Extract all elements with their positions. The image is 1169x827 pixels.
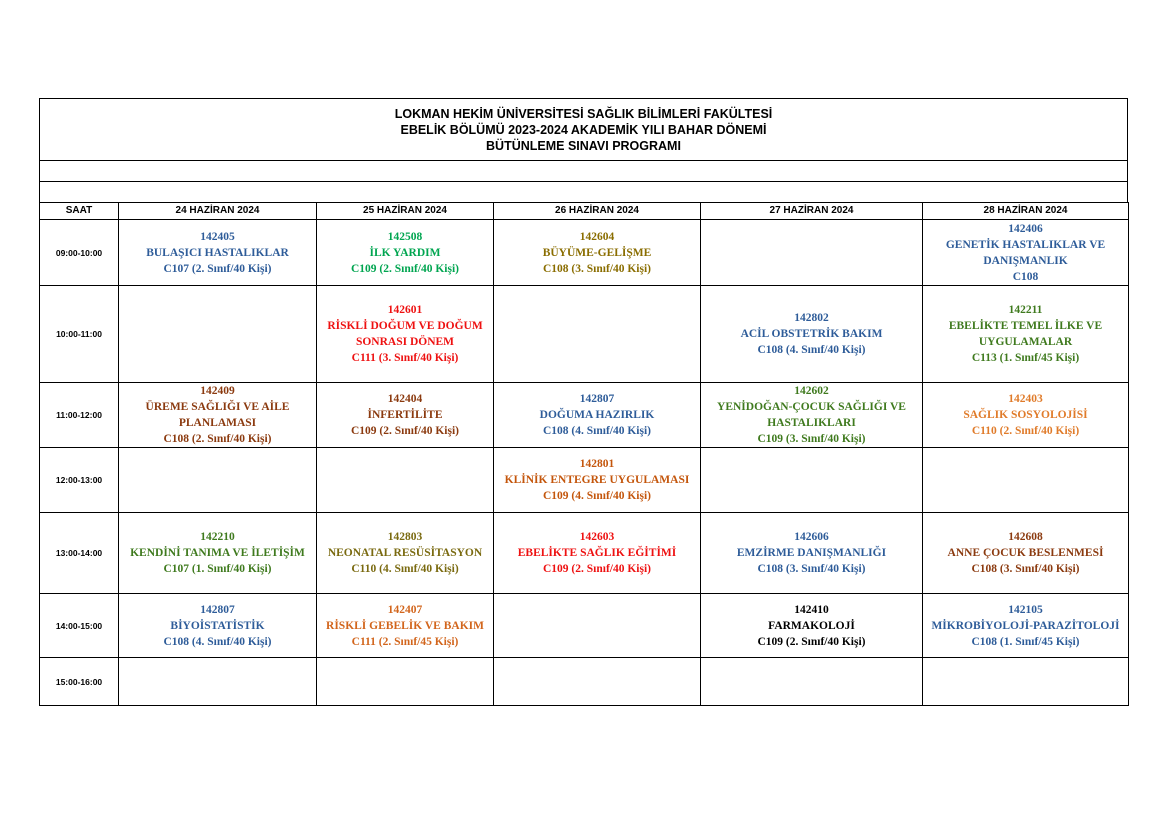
- course-room: C110 (4. Sınıf/40 Kişi): [351, 563, 459, 575]
- exam-cell: [923, 383, 1129, 448]
- exam-cell: [317, 513, 494, 594]
- exam-cell: [923, 286, 1129, 383]
- empty-cell: [494, 286, 701, 383]
- time-slot: 11:00-12:00: [40, 383, 119, 448]
- empty-cell: [317, 658, 494, 706]
- empty-cell: [494, 594, 701, 658]
- exam-cell: [119, 594, 317, 658]
- empty-cell: [494, 658, 701, 706]
- course-room: C108 (3. Sınıf/40 Kişi): [543, 262, 651, 275]
- course-room: C109 (3. Sınıf/40 Kişi): [757, 433, 866, 445]
- course-name: KENDİNİ TANIMA VE İLETİŞİM: [130, 547, 305, 559]
- table-row: [40, 383, 1129, 448]
- university-title: LOKMAN HEKİM ÜNİVERSİTESİ SAĞLIK BİLİMLERİ FAKÜLTESİ: [394, 107, 773, 121]
- table-row: [40, 594, 1129, 658]
- course-room: C108: [1012, 270, 1039, 283]
- column-header-day: 25 HAZİRAN 2024: [317, 203, 494, 220]
- course-name: BÜYÜME-GELİŞME: [542, 246, 652, 259]
- empty-cell: [317, 448, 494, 513]
- column-header-day: 24 HAZİRAN 2024: [119, 203, 317, 220]
- course-name: FARMAKOLOJİ: [768, 619, 855, 632]
- table-row: [40, 448, 1129, 513]
- course-name: NEONATAL RESÜSİTASYON: [327, 547, 483, 559]
- course-code: 142406: [1008, 222, 1043, 235]
- course-name: RİSKLİ DOĞUM VE DOĞUM SONRASI DÖNEM: [327, 320, 483, 348]
- exam-cell: [317, 383, 494, 448]
- course-code: 142807: [200, 603, 235, 616]
- empty-cell: [119, 448, 317, 513]
- course-name: GENETİK HASTALIKLAR VE DANIŞMANLIK: [945, 238, 1106, 267]
- course-name: SAĞLIK SOSYOLOJİSİ: [963, 409, 1088, 421]
- course-code: 142802: [794, 312, 829, 324]
- course-code: 142608: [1008, 531, 1043, 543]
- course-code: 142405: [200, 230, 235, 243]
- exam-cell: [923, 220, 1129, 286]
- exam-cell: [494, 513, 701, 594]
- exam-cell: [317, 220, 494, 286]
- empty-cell: [701, 448, 923, 513]
- course-code: 142803: [387, 531, 423, 543]
- course-room: C108 (2. Sınıf/40 Kişi): [163, 433, 272, 445]
- exam-cell: [317, 594, 494, 658]
- course-code: 142410: [794, 603, 829, 616]
- empty-cell: [923, 448, 1129, 513]
- column-header-day: 28 HAZİRAN 2024: [923, 203, 1129, 220]
- course-room: C107 (1. Sınıf/40 Kişi): [163, 563, 272, 575]
- course-name: BİYOİSTATİSTİK: [170, 619, 265, 632]
- course-room: C109 (2. Sınıf/40 Kişi): [351, 262, 459, 275]
- exam-cell: [701, 383, 923, 448]
- course-room: C111 (2. Sınıf/45 Kişi): [351, 635, 459, 648]
- course-room: C108 (4. Sınıf/40 Kişi): [163, 635, 272, 648]
- course-room: C109 (2. Sınıf/40 Kişi): [351, 425, 459, 437]
- course-code: 142210: [200, 531, 235, 543]
- exam-schedule-page: [39, 98, 1128, 706]
- course-room: C108 (4. Sınıf/40 Kişi): [543, 425, 651, 437]
- course-code: 142601: [387, 304, 423, 316]
- course-name: RİSKLİ GEBELİK VE BAKIM: [326, 619, 484, 632]
- course-name: EMZİRME DANIŞMANLIĞI: [736, 547, 887, 559]
- course-code: 142807: [579, 393, 615, 405]
- course-room: C108 (3. Sınıf/40 Kişi): [757, 563, 866, 575]
- exam-cell: [923, 513, 1129, 594]
- course-name: KLİNİK ENTEGRE UYGULAMASI: [504, 474, 690, 486]
- column-header-day: 26 HAZİRAN 2024: [494, 203, 701, 220]
- time-slot: 14:00-15:00: [40, 594, 119, 658]
- course-code: 142603: [579, 531, 615, 543]
- course-name: İNFERTİLİTE: [367, 409, 443, 421]
- exam-cell: [119, 513, 317, 594]
- exam-cell: [119, 383, 317, 448]
- time-slot: 09:00-10:00: [40, 220, 119, 286]
- table-row: [40, 286, 1129, 383]
- course-room: C108 (1. Sınıf/45 Kişi): [971, 635, 1080, 648]
- course-code: 142403: [1008, 393, 1043, 405]
- exam-cell: [317, 286, 494, 383]
- course-name: İLK YARDIM: [369, 246, 441, 259]
- department-title: EBELİK BÖLÜMÜ 2023-2024 AKADEMİK YILI BAHAR DÖNEMİ: [400, 123, 767, 137]
- empty-cell: [119, 286, 317, 383]
- course-code: 142801: [579, 458, 615, 470]
- document-header: [39, 98, 1128, 160]
- exam-cell: [494, 383, 701, 448]
- course-room: C109 (4. Sınıf/40 Kişi): [543, 490, 651, 502]
- empty-cell: [701, 658, 923, 706]
- blank-row: [39, 181, 1128, 202]
- time-slot: 10:00-11:00: [40, 286, 119, 383]
- course-code: 142409: [200, 385, 235, 397]
- course-code: 142211: [1008, 304, 1043, 316]
- course-code: 142604: [579, 230, 615, 243]
- course-code: 142606: [794, 531, 829, 543]
- exam-cell: [119, 220, 317, 286]
- course-name: ÜREME SAĞLIĞI VE AİLE PLANLAMASI: [145, 401, 290, 429]
- exam-cell: [701, 513, 923, 594]
- course-name: MİKROBİYOLOJİ-PARAZİTOLOJİ: [931, 619, 1120, 632]
- course-code: 142508: [387, 230, 423, 243]
- exam-cell: [923, 594, 1129, 658]
- course-code: 142407: [387, 603, 423, 616]
- course-room: C109 (2. Sınıf/40 Kişi): [543, 563, 651, 575]
- course-name: BULAŞICI HASTALIKLAR: [146, 246, 289, 259]
- table-header-row: [40, 203, 1129, 220]
- course-room: C110 (2. Sınıf/40 Kişi): [971, 425, 1080, 437]
- table-row: [40, 658, 1129, 706]
- time-slot: 15:00-16:00: [40, 658, 119, 706]
- course-room: C113 (1. Sınıf/45 Kişi): [971, 352, 1080, 364]
- column-header-time: SAAT: [40, 203, 119, 220]
- course-name: DOĞUMA HAZIRLIK: [539, 409, 655, 421]
- column-header-day: 27 HAZİRAN 2024: [701, 203, 923, 220]
- course-room: C108 (4. Sınıf/40 Kişi): [757, 344, 866, 356]
- course-name: ACİL OBSTETRİK BAKIM: [740, 328, 883, 340]
- course-name: EBELİKTE TEMEL İLKE VE UYGULAMALAR: [948, 320, 1103, 348]
- empty-cell: [701, 220, 923, 286]
- program-title: BÜTÜNLEME SINAVI PROGRAMI: [486, 139, 681, 153]
- course-room: C109 (2. Sınıf/40 Kişi): [757, 635, 866, 648]
- exam-cell: [701, 286, 923, 383]
- table-row: [40, 513, 1129, 594]
- exam-cell: [494, 448, 701, 513]
- course-name: YENİDOĞAN-ÇOCUK SAĞLIĞI VE HASTALIKLARI: [717, 401, 906, 429]
- course-name: EBELİKTE SAĞLIK EĞİTİMİ: [517, 547, 677, 559]
- empty-cell: [119, 658, 317, 706]
- course-room: C111 (3. Sınıf/40 Kişi): [351, 352, 459, 364]
- exam-cell: [494, 220, 701, 286]
- blank-row: [39, 160, 1128, 181]
- table-row: [40, 220, 1129, 286]
- course-room: C107 (2. Sınıf/40 Kişi): [163, 262, 272, 275]
- empty-cell: [923, 658, 1129, 706]
- course-code: 142404: [387, 393, 423, 405]
- course-name: ANNE ÇOCUK BESLENMESİ: [947, 547, 1104, 559]
- exam-cell: [701, 594, 923, 658]
- course-code: 142105: [1008, 603, 1043, 616]
- time-slot: 13:00-14:00: [40, 513, 119, 594]
- course-code: 142602: [794, 385, 829, 397]
- schedule-table: [39, 202, 1129, 706]
- course-room: C108 (3. Sınıf/40 Kişi): [971, 563, 1080, 575]
- time-slot: 12:00-13:00: [40, 448, 119, 513]
